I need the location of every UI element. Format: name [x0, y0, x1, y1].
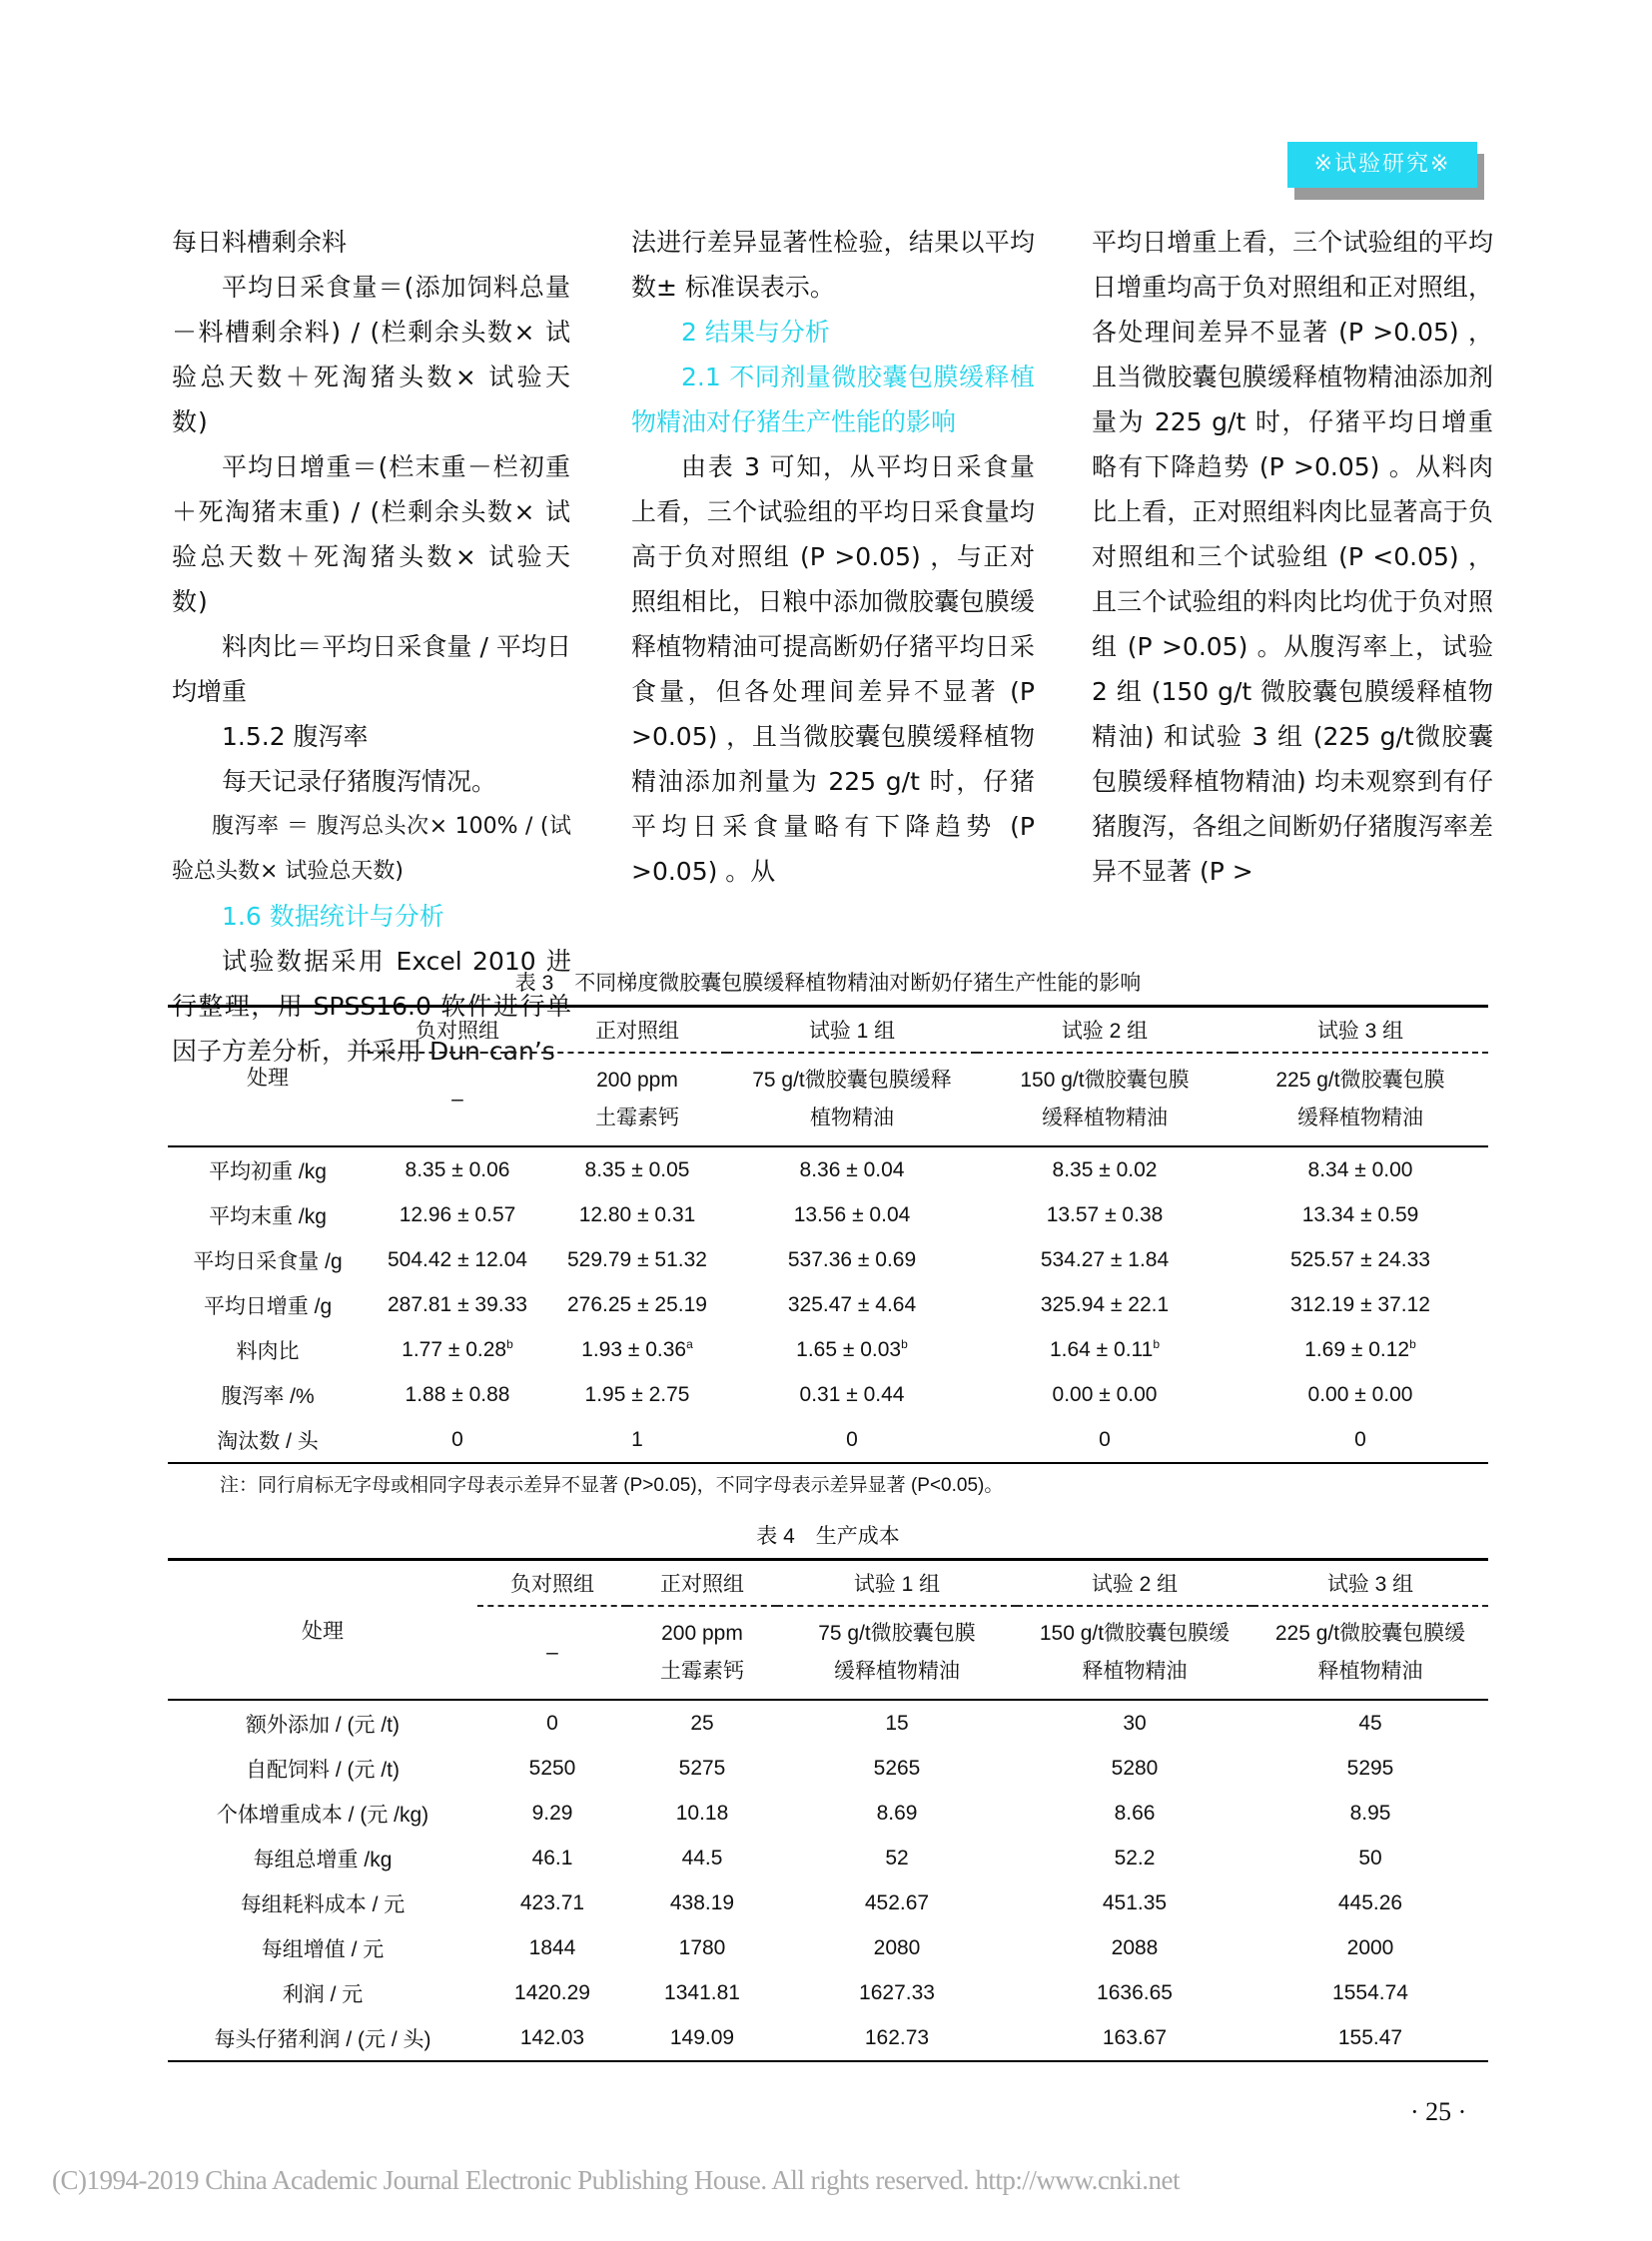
table-cell: 451.35	[1102, 1890, 1168, 1914]
treatment-line: 200 ppm	[596, 1069, 678, 1092]
table-cell: 5295	[1346, 1756, 1394, 1780]
table-row	[168, 1880, 1488, 1925]
table-cell: 1780	[678, 1935, 726, 1959]
table-cell: 1341.81	[664, 1980, 740, 2004]
table-cell: 5250	[528, 1756, 576, 1780]
table-cell	[1233, 1192, 1488, 1237]
table-cell	[727, 1237, 977, 1282]
formula-diarrhea-rate: 腹泻率 ＝ 腹泻总头次× 100% / (试验总头数× 试验总天数)	[172, 814, 571, 884]
table-cell: 2000	[1346, 1935, 1394, 1959]
significance-letter: b	[1153, 1337, 1161, 1351]
row-label: 腹泻率 /%	[221, 1384, 315, 1408]
section-heading: 2 结果与分析	[681, 318, 830, 347]
group-header: 试验 3 组	[1326, 1573, 1414, 1596]
table-cell: 8.95	[1349, 1801, 1391, 1825]
table-cell	[727, 1372, 977, 1417]
table-cell: 30	[1123, 1711, 1147, 1735]
cell-value: 8.35 ± 0.05	[584, 1157, 690, 1181]
table-cell: 5275	[678, 1756, 726, 1780]
row-label: 每组总增重 /kg	[253, 1848, 393, 1871]
subsection-heading: 2.1 不同剂量微胶囊包膜缓释植物精油对仔猪生产性能的影响	[631, 363, 1035, 436]
treatment-cell	[777, 1606, 1017, 1700]
table-cell: 5280	[1111, 1756, 1159, 1780]
table-cell: 423.71	[519, 1890, 585, 1914]
table-cell	[368, 1192, 547, 1237]
group-header: 试验 1 组	[808, 1020, 896, 1043]
table-cell	[547, 1192, 727, 1237]
table-cell: 155.47	[1252, 2015, 1488, 2061]
treatment-cell	[627, 1606, 777, 1700]
table-cell	[368, 1282, 547, 1327]
table-cell	[368, 1327, 547, 1372]
treatment-cell	[1252, 1606, 1488, 1700]
table-cell	[547, 1237, 727, 1282]
cell-value: 1.93 ± 0.36	[581, 1338, 687, 1361]
table3-note: 注：同行肩标无字母或相同字母表示差异不显著 (P>0.05)，不同字母表示差异显著 (P<0.05)。	[220, 1475, 1004, 1496]
treatment-cell	[1017, 1606, 1252, 1700]
paragraph: 试验数据采用 Excel 2010 进行整理，用 SPSS16.0 软件进行单因子方差分析，并采用 Dun-can’s	[172, 947, 571, 1066]
cell-value: 13.57 ± 0.38	[1046, 1202, 1164, 1226]
cell-value: 12.96 ± 0.57	[399, 1202, 516, 1226]
row-label: 每头仔猪利润 / (元 / 头)	[168, 2015, 477, 2061]
subsection-heading: 1.5.2 腹泻率	[222, 722, 369, 751]
significance-letter: a	[686, 1337, 693, 1351]
treatment-cell	[977, 1053, 1233, 1146]
table-cell	[727, 1282, 977, 1327]
treatment-cell	[368, 1053, 547, 1146]
table-cell: 2088	[1111, 1935, 1159, 1959]
row-label: 个体增重成本 / (元 /kg)	[216, 1803, 429, 1827]
table-cell: 9.29	[531, 1801, 573, 1825]
table-row	[168, 1746, 1488, 1791]
table-cell	[977, 1146, 1233, 1192]
cell-value: 1.69 ± 0.12	[1304, 1338, 1410, 1361]
row-label: 每组耗料成本 / 元	[240, 1892, 406, 1916]
table-cell	[977, 1327, 1233, 1372]
table-cell	[1233, 1417, 1488, 1463]
table-cell	[547, 1146, 727, 1192]
text-column-1	[172, 220, 571, 1074]
table-cell	[727, 1146, 977, 1192]
section-badge	[1287, 142, 1477, 190]
table-cell: 445.26	[1337, 1890, 1403, 1914]
cell-value: 529.79 ± 51.32	[567, 1247, 707, 1271]
row-label: 平均日增重 /g	[203, 1294, 333, 1318]
row-label: 淘汰数 / 头	[168, 1417, 368, 1463]
table-row	[168, 1372, 1488, 1417]
table-cell	[977, 1372, 1233, 1417]
cell-value: 1.64 ± 0.11	[1049, 1338, 1154, 1361]
treatment-cell	[477, 1606, 627, 1700]
row-label: 利润 / 元	[282, 1982, 364, 2006]
treatment-line: 缓释植物精油	[1042, 1107, 1168, 1129]
treatment-cell	[727, 1053, 977, 1146]
table-cell	[1233, 1282, 1488, 1327]
row-label: 自配饲料 / (元 /t)	[246, 1758, 400, 1782]
row-label: 平均初重 /kg	[209, 1159, 327, 1183]
row-label: 每组增值 / 元	[261, 1937, 385, 1961]
table-row	[168, 1791, 1488, 1836]
table-row	[168, 1417, 1488, 1463]
paragraph: 法进行差异显著性检验，结果以平均数± 标准误表示。	[631, 228, 1035, 302]
table3	[168, 1005, 1488, 1464]
table-cell	[547, 1327, 727, 1372]
table-row	[168, 1836, 1488, 1880]
cell-value: 13.56 ± 0.04	[793, 1202, 911, 1226]
cell-value: 0.00 ± 0.00	[1052, 1382, 1158, 1406]
table-cell: 438.19	[669, 1890, 735, 1914]
table-cell: 2080	[873, 1935, 921, 1959]
group-header: 试验 3 组	[1316, 1020, 1404, 1043]
table-cell: 142.03	[477, 2015, 627, 2061]
group-header: 负对照组	[415, 1020, 499, 1043]
significance-letter: b	[506, 1337, 513, 1351]
treatment-line: 200 ppm	[661, 1622, 743, 1645]
paragraph: 平均日增重上看，三个试验组的平均日增重均高于负对照组和正对照组，各处理间差异不显著 (P >0.05) ，且当微胶囊包膜缓释植物精油添加剂量为 225 g/t 时，仔猪平均日增重略有下降趋势 (P >0.05) 。从料肉比上看，正对照组料肉比显著高于负对照组和三个试验组 (P <0.05) ，且三个试验组的料肉比均优于负对照组 (P >0.05) 。从腹泻率上，试验 2 组 (150 g/t 微胶囊包膜缓释植物精油) 和试验 3 组 (225 g/t微胶囊包膜缓释植物精油) 均未观察到有仔猪腹泻，各组之间断奶仔猪腹泻率差异不显著 (P >	[1092, 228, 1493, 886]
cell-value: 0	[1099, 1427, 1111, 1451]
cell-value: 504.42 ± 12.04	[388, 1247, 527, 1271]
table-cell: 163.67	[1017, 2015, 1252, 2061]
table-cell	[727, 1192, 977, 1237]
table-cell	[547, 1417, 727, 1463]
paragraph: 每天记录仔猪腹泻情况。	[222, 767, 497, 796]
table-cell: 0	[546, 1711, 558, 1735]
table-cell: 52	[885, 1846, 909, 1869]
table-cell: 149.09	[627, 2015, 777, 2061]
table-row	[168, 1282, 1488, 1327]
row-label: 平均日采食量 /g	[193, 1249, 343, 1273]
treatment-line: 225 g/t微胶囊包膜缓	[1274, 1622, 1466, 1645]
row-label: 平均末重 /kg	[209, 1204, 327, 1228]
row-header: 处理	[168, 1560, 477, 1701]
formula-feed-gain-ratio: 料肉比＝平均日采食量 / 平均日均增重	[172, 632, 571, 706]
table-cell	[547, 1372, 727, 1417]
table-cell	[1233, 1146, 1488, 1192]
table-row	[168, 1146, 1488, 1192]
group-header: 负对照组	[510, 1573, 594, 1596]
table4-caption: 表 4 生产成本	[756, 1525, 900, 1548]
cell-value: 0	[1354, 1427, 1366, 1451]
table-cell: 452.67	[864, 1890, 930, 1914]
table-row	[168, 1327, 1488, 1372]
table-cell: 8.69	[876, 1801, 918, 1825]
cell-value: 8.35 ± 0.02	[1052, 1157, 1158, 1181]
table-cell: 46.1	[531, 1846, 573, 1869]
treatment-line: 植物精油	[810, 1107, 894, 1129]
cell-value: 0	[846, 1427, 858, 1451]
table-cell	[1233, 1237, 1488, 1282]
table-cell: 10.18	[675, 1801, 729, 1825]
text-column-3	[1092, 220, 1493, 894]
cell-value: 287.81 ± 39.33	[388, 1292, 527, 1316]
table-cell	[727, 1417, 977, 1463]
table4	[168, 1558, 1488, 2062]
page-number: · 25 ·	[1410, 2097, 1467, 2126]
group-header: 试验 2 组	[1091, 1573, 1179, 1596]
table-cell	[977, 1282, 1233, 1327]
table-cell: 1420.29	[514, 1980, 590, 2004]
treatment-line: 土霉素钙	[660, 1660, 744, 1683]
row-header: 处理	[168, 1007, 368, 1147]
table-cell	[1233, 1327, 1488, 1372]
table-cell: 15	[885, 1711, 909, 1735]
treatment-line: 释植物精油	[1317, 1660, 1423, 1683]
formula-daily-gain: 平均日增重＝(栏末重－栏初重＋死淘猪末重) / (栏剩余头数× 试验总天数＋死淘猪头数× 试验天数)	[172, 452, 571, 616]
cell-value: 8.34 ± 0.00	[1307, 1157, 1413, 1181]
table-row	[168, 1925, 1488, 1970]
group-header: 正对照组	[660, 1573, 744, 1596]
table-cell	[547, 1282, 727, 1327]
cell-value: 1	[631, 1427, 643, 1451]
table-cell: 5265	[873, 1756, 921, 1780]
table-cell	[977, 1417, 1233, 1463]
table3-caption: 表 3 不同梯度微胶囊包膜缓释植物精油对断奶仔猪生产性能的影响	[514, 972, 1142, 995]
table-cell	[977, 1192, 1233, 1237]
table-cell	[368, 1372, 547, 1417]
group-header: 试验 2 组	[1061, 1020, 1149, 1043]
treatment-line: 150 g/t微胶囊包膜缓	[1039, 1622, 1231, 1645]
table-row	[168, 1192, 1488, 1237]
cell-value: 537.36 ± 0.69	[787, 1247, 917, 1271]
cell-value: 276.25 ± 25.19	[567, 1292, 707, 1316]
paragraph: 由表 3 可知，从平均日采食量上看，三个试验组的平均日采食量均高于负对照组 (P >0.05) ，与正对照组相比，日粮中添加微胶囊包膜缓释植物精油可提高断奶仔猪平均日采食量，但各处理间差异不显著 (P >0.05) ，且当微胶囊包膜缓释植物精油添加剂量为 225 g/t 时，仔猪平均日采食量略有下降趋势 (P >0.05) 。从	[631, 452, 1035, 886]
treatment-line: –	[451, 1088, 463, 1111]
cell-value: 1.65 ± 0.03	[796, 1338, 902, 1361]
cell-value: 0	[451, 1427, 463, 1451]
row-label: 额外添加 / (元 /t)	[246, 1713, 400, 1737]
row-label: 料肉比	[236, 1339, 300, 1363]
section-badge-label: ※试验研究※	[1287, 142, 1477, 188]
table-cell: 44.5	[681, 1846, 723, 1869]
treatment-line: 75 g/t微胶囊包膜	[818, 1622, 976, 1645]
cell-value: 8.35 ± 0.06	[405, 1157, 510, 1181]
treatment-cell	[547, 1053, 727, 1146]
treatment-line: 150 g/t微胶囊包膜	[1020, 1069, 1190, 1092]
cell-value: 8.36 ± 0.04	[799, 1157, 905, 1181]
cell-value: 325.47 ± 4.64	[787, 1292, 917, 1316]
treatment-line: 缓释植物精油	[1297, 1107, 1423, 1129]
table-cell	[977, 1237, 1233, 1282]
copyright-footer: (C)1994-2019 China Academic Journal Electronic Publishing House. All rights reserved. http://www.cnki.net	[52, 2165, 1181, 2195]
cell-value: 325.94 ± 22.1	[1040, 1292, 1170, 1316]
table-row	[168, 1700, 1488, 1746]
cell-value: 0.00 ± 0.00	[1307, 1382, 1413, 1406]
text-column-2	[631, 220, 1035, 894]
table-row	[168, 1237, 1488, 1282]
cell-value: 1.88 ± 0.88	[405, 1382, 510, 1406]
table-cell: 25	[690, 1711, 714, 1735]
table-cell: 52.2	[1114, 1846, 1156, 1869]
treatment-line: 土霉素钙	[595, 1107, 679, 1129]
table-cell: 162.73	[777, 2015, 1017, 2061]
formula-feed-intake: 平均日采食量＝(添加饲料总量－料槽剩余料) / (栏剩余头数× 试验总天数＋死淘猪头数× 试验天数)	[172, 273, 571, 436]
cell-value: 12.80 ± 0.31	[578, 1202, 696, 1226]
table-cell: 8.66	[1114, 1801, 1156, 1825]
table-cell: 1844	[528, 1935, 576, 1959]
table-cell	[368, 1417, 547, 1463]
cell-value: 525.57 ± 24.33	[1290, 1247, 1430, 1271]
table-cell	[727, 1327, 977, 1372]
treatment-line: 75 g/t微胶囊包膜缓释	[752, 1069, 952, 1092]
significance-letter: b	[901, 1337, 908, 1351]
treatment-line: 225 g/t微胶囊包膜	[1275, 1069, 1445, 1092]
cell-value: 312.19 ± 37.12	[1290, 1292, 1430, 1316]
table-cell: 1554.74	[1332, 1980, 1408, 2004]
paragraph: 每日料槽剩余料	[172, 228, 348, 257]
table-row	[168, 2015, 1488, 2061]
treatment-line: –	[546, 1641, 558, 1664]
group-header: 正对照组	[595, 1020, 679, 1043]
table-cell	[368, 1146, 547, 1192]
treatment-cell	[1233, 1053, 1488, 1146]
table-cell: 1627.33	[859, 1980, 935, 2004]
table-cell: 50	[1358, 1846, 1382, 1869]
significance-letter: b	[1409, 1337, 1416, 1351]
section-heading: 1.6 数据统计与分析	[222, 902, 444, 931]
group-header: 试验 1 组	[853, 1573, 941, 1596]
table-cell	[1233, 1372, 1488, 1417]
table-cell: 1636.65	[1097, 1980, 1173, 2004]
cell-value: 534.27 ± 1.84	[1040, 1247, 1170, 1271]
treatment-line: 释植物精油	[1082, 1660, 1188, 1683]
treatment-line: 缓释植物精油	[834, 1660, 960, 1683]
cell-value: 13.34 ± 0.59	[1301, 1202, 1419, 1226]
table-cell: 45	[1358, 1711, 1382, 1735]
cell-value: 1.77 ± 0.28	[402, 1338, 507, 1361]
table-row	[168, 1970, 1488, 2015]
cell-value: 1.95 ± 2.75	[584, 1382, 690, 1406]
table-cell	[368, 1237, 547, 1282]
cell-value: 0.31 ± 0.44	[799, 1382, 905, 1406]
